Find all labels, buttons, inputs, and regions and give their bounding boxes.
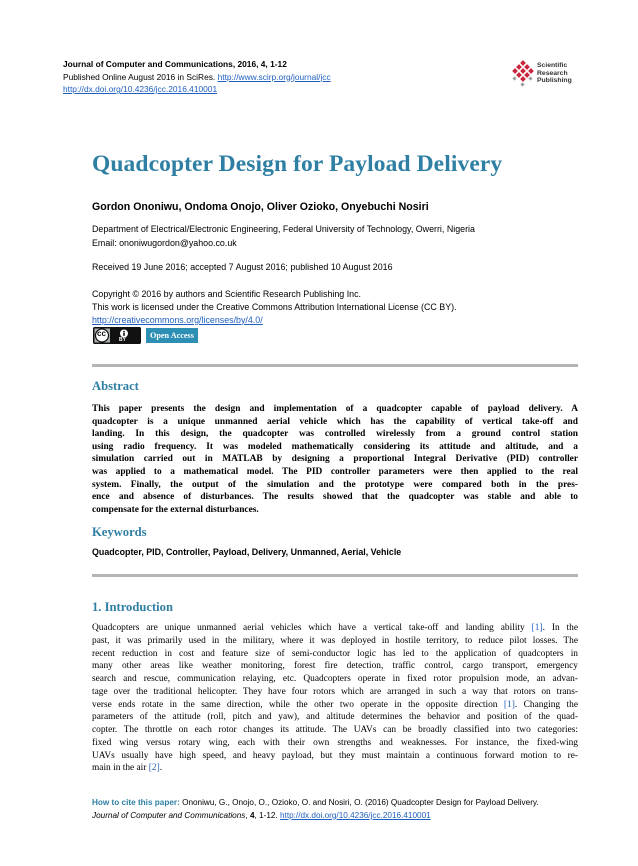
introduction-line: Quadcopters are unique unmanned aerial vehicles which have a vertical take-off and landing ability [1]. In the (92, 623, 579, 633)
doi-line (63, 83, 331, 96)
affiliation-text: Department of Electrical/Electronic Engineering, Federal University of Technology, Owerri, Nigeria (92, 224, 475, 234)
cc-badge-label: cc (97, 329, 106, 338)
abstract-line: ence and absence of disturbances. The results showed that the quadcopter was stable and able to (92, 492, 578, 503)
introduction-line: search and rescue, communication relaying, etc. Quadcopters operate in fixed rotor propulsion mode, an advan- (92, 674, 578, 684)
cc-by-license-icon[interactable] (93, 327, 141, 344)
journal-citation-line: Journal of Computer and Communications, 2016, 4, 1-12 (63, 59, 287, 69)
citation-reference-link[interactable]: [1] (531, 623, 543, 633)
introduction-line: verse ends rotate in the same direction, while the other two operate in the opposite direction [1]. Changing the (92, 699, 578, 710)
abstract-line: simulation carried out in MATLAB by designing a proportional Integral Derivative (PID) controller (92, 454, 578, 465)
introduction-line: parameters of the attitude (roll, pitch and yaw), and altitude determines the behavior and position of the quad- (92, 712, 578, 723)
introduction-line: many other areas like weather monitoring, forest fire detection, traffic control, cargo transport, emergency (92, 661, 578, 672)
introduction-line: UAVs usually have high speed, and heavy payload, but they must maintain a continuous forward motion to re- (92, 750, 578, 761)
publisher-logo-text: Scientific Research Publishing (537, 62, 572, 85)
citation-doi-link[interactable]: http://dx.doi.org/10.4236/jcc.2016.410001 (280, 810, 431, 820)
abstract-line: quadcopter is a unique unmanned aerial vehicle which has the capability of vertical take-off and (92, 416, 578, 427)
copyright-block (92, 288, 457, 326)
published-online-text: Published Online August 2016 in SciRes. (63, 71, 218, 82)
introduction-line: main in the air [2]. (92, 763, 163, 774)
journal-homepage-link[interactable]: http://www.scirp.org/journal/jcc (217, 71, 331, 82)
citation-reference-link[interactable]: [1] (503, 699, 515, 710)
abstract-line: system. Finally, the output of the simulation and the prototype were compared both in the pres- (92, 479, 578, 490)
abstract-line: This paper presents the design and implementation of a quadcopter capable of payload delivery. A (92, 404, 578, 414)
abstract-line: using radio frequency. It was modeled mathematically considering its attitude and altitude, and a (92, 441, 578, 452)
citation-volume: 4 (249, 810, 255, 820)
publisher-diamond-logo-icon (510, 60, 536, 88)
abstract-line: was applied to a mathematical model. The PID controller parameters were then applied to the real (92, 466, 578, 477)
introduction-line: fixed wing versus rotary wing, each with their own strengths and weaknesses. For instance, the fixed-wing (92, 737, 578, 748)
introduction-line: tage over the traditional helicopter. They have four rotors which are arranged in such a way that rotors on trans- (92, 686, 578, 697)
how-to-cite-line-2: Journal of Computer and Communications, 4, 1-12. http://dx.doi.org/10.4236/jcc.2016.410001 (92, 810, 431, 820)
how-to-cite-block (92, 797, 539, 823)
open-access-badge[interactable]: Open Access (146, 328, 198, 343)
how-to-cite-label: How to cite this paper: (92, 798, 180, 807)
paper-title: Quadcopter Design for Payload Delivery (92, 151, 503, 177)
introduction-line: past, it was primarily used in the military, where it was deployed in hostile territory, to reduce pilot losses. The (92, 635, 578, 646)
citation-reference-link[interactable]: [2] (148, 763, 160, 774)
publication-dates: Received 19 June 2016; accepted 7 August 2016; published 10 August 2016 (92, 262, 393, 272)
introduction-line: recent reduction in cost and feature size of semi-conductor logic has led to the application of quadcopters in (92, 648, 578, 659)
copyright-line: Copyright © 2016 by authors and Scientific Research Publishing Inc. (92, 289, 361, 299)
keywords-heading: Keywords (92, 525, 147, 539)
introduction-heading: 1. Introduction (92, 600, 173, 614)
citation-journal: Journal of Computer and Communications (92, 810, 246, 820)
publisher-logo (510, 60, 590, 92)
abstract-line: compensate for the external disturbances. (92, 504, 259, 515)
introduction-line: copter. The throttle on each rotor changes its attitude. The UAVs can be broadly classified into two categories: (92, 725, 578, 735)
journal-header (63, 58, 331, 96)
citation-text: Ononiwu, G., Onojo, O., Ozioko, O. and Nosiri, O. (2016) Quadcopter Design for Payload Delivery. (179, 798, 539, 807)
section-divider (92, 574, 578, 577)
license-link[interactable]: http://creativecommons.org/licenses/by/4.0/ (92, 314, 263, 325)
introduction-body (92, 622, 578, 775)
keywords-list: Quadcopter, PID, Controller, Payload, Delivery, Unmanned, Aerial, Vehicle (92, 547, 402, 557)
abstract-line: landing. In this design, the quadcopter was controlled wirelessly from a ground control station (92, 429, 578, 440)
section-divider (92, 364, 578, 367)
abstract-heading: Abstract (92, 379, 139, 393)
affiliation-block (92, 222, 475, 250)
doi-link[interactable]: http://dx.doi.org/10.4236/jcc.2016.410001 (63, 84, 218, 95)
abstract-body (92, 403, 578, 516)
how-to-cite-line-1 (92, 797, 539, 810)
license-line: This work is licensed under the Creative Commons Attribution International License (CC BY). (92, 301, 457, 312)
author-list: Gordon Ononiwu, Ondoma Onojo, Oliver Ozioko, Onyebuchi Nosiri (92, 201, 429, 213)
cc-badge-by-label: BY (119, 337, 126, 343)
published-online-line (63, 71, 331, 84)
author-email: Email: ononiwugordon@yahoo.co.uk (92, 238, 237, 248)
